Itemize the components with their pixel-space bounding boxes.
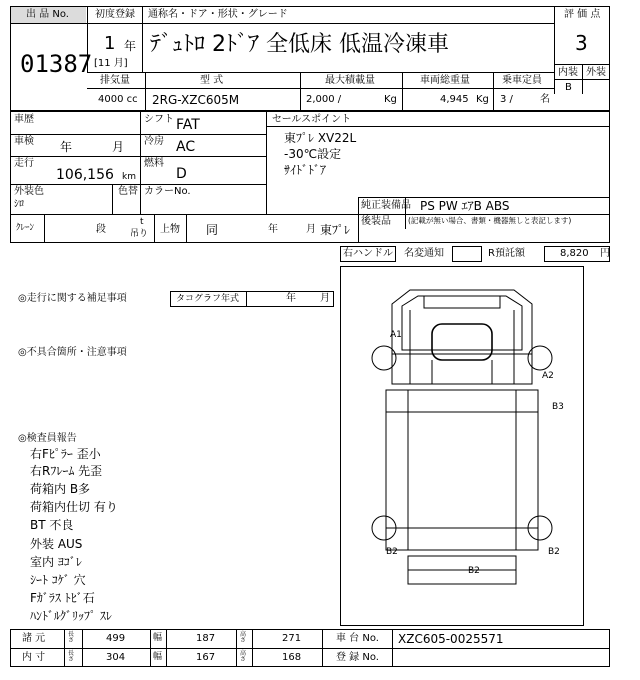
fuel-value: D (176, 166, 187, 182)
divider (246, 291, 247, 307)
fuel-label: 燃料 (144, 158, 164, 169)
gross-weight-label: 車両総重量 (420, 75, 470, 86)
inspector-item: BT 不良 (30, 518, 74, 532)
crane-ton: t (140, 217, 144, 227)
divider (392, 629, 393, 667)
capacity-value: 3 / (500, 94, 513, 105)
capacity-label: 乗車定員 (502, 75, 542, 86)
width-label: 幅 (153, 652, 163, 662)
color-no-label: カラーNo. (144, 186, 191, 197)
inspector-item: Fｶﾞﾗｽ ﾄﾋﾞ石 (30, 591, 95, 605)
lot-label: 出 品 No. (26, 9, 69, 20)
cargo-front (408, 390, 516, 412)
divider (154, 214, 155, 243)
divider (150, 629, 151, 667)
crane-hang: 吊り (130, 229, 149, 239)
max-load-value: 2,000 / (306, 94, 342, 105)
history-label: 車歴 (14, 114, 34, 125)
divider (186, 214, 187, 243)
first-reg-year: 1 (104, 33, 116, 54)
divider (112, 184, 113, 214)
first-reg-year-unit: 年 (124, 39, 137, 53)
divider (300, 72, 301, 111)
height-label: 高さ (240, 650, 247, 663)
gross-weight-unit: Kg (476, 94, 489, 105)
divider (493, 72, 494, 111)
inspector-item: 室内 ﾖｺﾞﾚ (30, 555, 82, 569)
height-label: 高さ (240, 631, 247, 644)
length-label: 長さ (68, 650, 75, 663)
interior-value: B (565, 82, 572, 93)
max-load-unit: Kg (384, 94, 397, 105)
equipment-label: 純正装備品 (361, 200, 411, 211)
grade-value: 3 (575, 31, 588, 55)
mileage-label: 走行 (14, 158, 34, 169)
drive-side: 右ハンドル (343, 248, 393, 259)
shift-label: シフト (144, 114, 174, 125)
damage-mark-a1: A1 (390, 330, 402, 340)
sales-points-label: セールスポイント (272, 114, 352, 125)
aftermarket-label: 後装品 (361, 216, 391, 227)
divider (87, 72, 554, 73)
aftermarket-note: (記載が無い場合、書類・機器無しと表記します) (408, 216, 572, 225)
inspector-item: ｼｰﾄ ｺｹﾞ 穴 (30, 573, 86, 587)
damage-mark-b2-rear: B2 (468, 566, 480, 576)
model-name: ﾃﾞｭﾄﾛ 2ﾄﾞｱ 全低床 低温冷凍車 (150, 32, 449, 57)
divider (252, 629, 253, 667)
deposit-value: 8,820 (560, 248, 589, 259)
sales-point-item: 東ﾌﾟﾚ XV22L (284, 131, 357, 145)
crane-stage: 段 (96, 224, 106, 235)
divider (166, 629, 167, 667)
divider (145, 72, 146, 111)
inner-width: 167 (196, 652, 216, 663)
equipment-value: PS PW ｴｱB ABS (420, 199, 510, 213)
divider (236, 629, 237, 667)
divider (582, 64, 583, 94)
mileage-unit: km (122, 172, 136, 182)
divider (10, 214, 610, 215)
divider (87, 88, 554, 89)
type-value: 2RG-XZC605M (152, 93, 240, 107)
outer-width: 187 (196, 633, 216, 644)
outer-height: 271 (282, 633, 302, 644)
divider (82, 629, 83, 667)
tacho-year: 年 (286, 293, 296, 304)
divider (10, 184, 266, 185)
inspection-year: 年 (60, 140, 73, 154)
inspector-item: 右Rﾌﾚｰﾑ 先歪 (30, 464, 103, 478)
inspector-item: 荷箱内仕切 有り (30, 500, 118, 514)
first-reg-month: [11 月] (94, 58, 128, 69)
ac-value: AC (176, 139, 196, 155)
cab-roof (424, 296, 500, 308)
notice-label: 名変通知 (404, 248, 444, 259)
displacement-value: 4000 cc (98, 94, 138, 105)
divider (402, 72, 403, 111)
lot-number: 01387 (20, 50, 93, 78)
registration-label: 登 録 No. (336, 652, 379, 663)
damage-mark-b2-left: B2 (386, 547, 398, 557)
cargo-side-left (386, 390, 408, 550)
type-label: 型 式 (200, 75, 224, 86)
damage-mark-a2: A2 (542, 371, 554, 381)
interior-label: 内装 (558, 67, 578, 78)
inspector-item: ﾊﾝﾄﾞﾙｸﾞﾘｯﾌﾟ ｽﾚ (30, 609, 112, 623)
divider (44, 214, 45, 243)
divider (322, 629, 323, 667)
exterior-label: 外装 (586, 67, 606, 78)
divider (142, 6, 143, 72)
inspector-item: 外装 AUS (30, 537, 83, 551)
displacement-label: 排気量 (100, 75, 130, 86)
exterior-color-label: 外装色 (14, 186, 44, 197)
divider (140, 111, 141, 214)
defects-label: ◎不具合箇所・注意事項 (18, 347, 127, 358)
cab-pillar (410, 310, 514, 384)
color-change-label: 色替 (118, 186, 138, 197)
windshield (432, 324, 492, 360)
body-same: 同 (206, 223, 219, 237)
chassis-label: 車 台 No. (336, 633, 379, 644)
width-label: 幅 (153, 633, 163, 643)
damage-mark-b3: B3 (552, 402, 564, 412)
grade-label: 評 価 点 (564, 9, 601, 20)
first-reg-label: 初度登録 (95, 9, 135, 20)
sales-point-item: -30℃設定 (284, 147, 342, 161)
ac-label: 冷房 (144, 136, 164, 147)
divider (10, 134, 266, 135)
outer-dims-label: 諸 元 (22, 633, 46, 644)
cargo-side-right (516, 390, 538, 550)
cargo-floor (408, 390, 516, 550)
damage-mark-b2-right: B2 (548, 547, 560, 557)
inspector-item: 荷箱内 B多 (30, 482, 91, 496)
inspection-label: 車検 (14, 136, 34, 147)
cab-inner (402, 296, 522, 350)
body-year: 年 (268, 224, 278, 235)
sales-point-item: ｻｲﾄﾞﾄﾞｱ (284, 163, 327, 177)
deposit-unit: 円 (600, 248, 610, 259)
tacho-label: タコグラフ年式 (176, 294, 240, 304)
gross-weight-value: 4,945 (440, 94, 469, 105)
chassis-value: XZC605-0025571 (398, 632, 504, 646)
mileage-value: 106,156 (56, 167, 114, 183)
supplement-label: ◎走行に関する補足事項 (18, 293, 127, 304)
cargo-rear (408, 528, 516, 550)
tacho-month: 月 (320, 293, 330, 304)
notice-box (452, 246, 482, 262)
body-month: 月 (306, 224, 316, 235)
cab-line (392, 354, 532, 384)
body-label: 上物 (160, 224, 180, 235)
capacity-unit: 名 (540, 94, 550, 105)
divider (554, 6, 555, 94)
divider (10, 648, 610, 649)
truck-diagram (340, 266, 584, 626)
max-load-label: 最大積載量 (325, 75, 375, 86)
shift-value: FAT (176, 117, 200, 133)
divider (10, 23, 554, 24)
inspection-month: 月 (112, 140, 125, 154)
inspector-label: ◎検査員報告 (18, 433, 77, 444)
inspector-item: 右Fﾋﾟﾗｰ 歪小 (30, 447, 101, 461)
body-maker: 東ﾌﾟﾚ (320, 223, 351, 237)
divider (358, 197, 610, 198)
crane-label: ｸﾚｰﾝ (16, 223, 35, 233)
model-label: 通称名・ドア・形状・グレード (148, 9, 288, 20)
exterior-color-value: ｼﾛ (14, 199, 24, 210)
inner-height: 168 (282, 652, 302, 663)
divider (358, 197, 359, 243)
divider (10, 156, 266, 157)
divider (64, 629, 65, 667)
deposit-label: R預託額 (488, 248, 525, 259)
outer-length: 499 (106, 633, 126, 644)
inner-dims-label: 内 寸 (22, 652, 46, 663)
divider (266, 126, 610, 127)
length-label: 長さ (68, 631, 75, 644)
inner-length: 304 (106, 652, 126, 663)
